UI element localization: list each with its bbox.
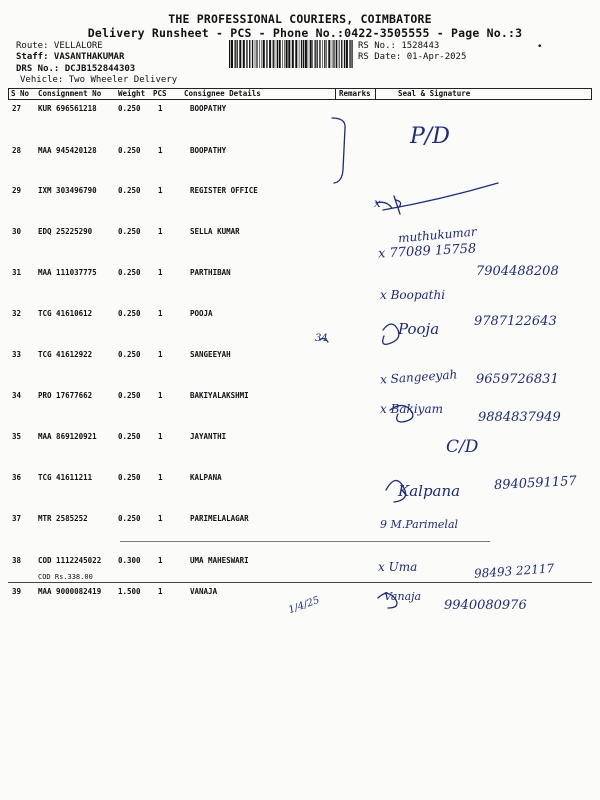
barcode-bar — [328, 40, 330, 68]
row-weight: 0.250 — [118, 146, 141, 155]
barcode-bar — [295, 40, 297, 68]
handwritten-signature: Pooja — [398, 320, 440, 338]
row-consignee: BOOPATHY — [190, 104, 227, 113]
row-consignment: COD 1112245022 — [38, 556, 102, 565]
barcode-bar — [229, 40, 230, 68]
row-weight: 0.250 — [118, 473, 141, 482]
row-pcs: 1 — [158, 432, 163, 441]
row-divider — [120, 541, 490, 542]
barcode-bar — [269, 40, 271, 68]
barcode-bar — [284, 40, 285, 68]
barcode-bar — [252, 40, 253, 68]
handwritten-phone: 7904488208 — [476, 264, 559, 279]
row-weight: 0.300 — [118, 556, 141, 565]
row-weight: 0.250 — [118, 514, 141, 523]
barcode-bar — [256, 40, 257, 68]
col-header-weight: Weight — [118, 89, 146, 98]
row-consignment: MAA 945420128 — [38, 146, 97, 155]
barcode-bar — [262, 40, 263, 68]
rs-date-label: RS Date: 01-Apr-2025 — [358, 52, 467, 62]
barcode-bar — [243, 40, 245, 68]
row-consignee: REGISTER OFFICE — [190, 186, 258, 195]
row-weight: 0.250 — [118, 309, 141, 318]
barcode-bar — [346, 40, 348, 68]
handwritten-signature: Vanaja — [384, 590, 422, 603]
handwritten-remark: 34 — [315, 333, 328, 344]
vehicle-label: Vehicle: Two Wheeler Delivery — [20, 75, 178, 85]
col-header-consignee: Consignee Details — [184, 89, 261, 98]
row-consignee: KALPANA — [190, 473, 222, 482]
barcode-bar — [334, 40, 335, 68]
row-weight: 0.250 — [118, 432, 141, 441]
col-divider — [8, 88, 9, 100]
company-title: THE PROFESSIONAL COURIERS, COIMBATORE — [168, 12, 432, 26]
handwritten-phone: 98493 22117 — [473, 561, 555, 581]
rs-no-label: RS No.: 1528443 — [358, 41, 440, 51]
handwritten-signature: x Uma — [378, 560, 418, 574]
row-pcs: 1 — [158, 473, 163, 482]
barcode-bar — [249, 40, 250, 68]
barcode-bar — [344, 40, 345, 68]
handwritten-signature: x Sangeeyah — [379, 367, 458, 387]
barcode-bar — [333, 40, 334, 68]
barcode-bar — [319, 40, 320, 68]
row-consignment: MAA 9000082419 — [38, 587, 102, 596]
barcode-bar — [255, 40, 256, 68]
barcode-bar — [246, 40, 247, 68]
handwritten-phone: 9659726831 — [476, 372, 559, 387]
row-sno: 31 — [12, 268, 22, 277]
barcode-bar — [266, 40, 267, 68]
barcode-bar — [279, 40, 281, 68]
barcode-image — [228, 40, 354, 68]
row-sno: 29 — [12, 186, 22, 195]
row-consignment: TCG 41612922 — [38, 350, 93, 359]
handwritten-signature: x Boopathi — [380, 288, 446, 302]
barcode-bar — [332, 40, 333, 68]
drs-label: DRS No.: DCJB152844303 — [16, 64, 136, 74]
row-sno: 33 — [12, 350, 22, 359]
row-weight: 1.500 — [118, 587, 141, 596]
col-header-remarks: Remarks — [339, 89, 371, 98]
barcode-bar — [282, 40, 283, 68]
row-sno: 32 — [12, 309, 22, 318]
row-sno: 27 — [12, 104, 22, 113]
handwritten-cd: C/D — [446, 437, 479, 457]
row-weight: 0.250 — [118, 350, 141, 359]
col-header-signature: Seal & Signature — [398, 89, 471, 98]
row-consignment: TCG 41610612 — [38, 309, 93, 318]
row-consignment: PRO 17677662 — [38, 391, 93, 400]
barcode-bar — [299, 40, 300, 68]
col-header-pcs: PCS — [153, 89, 167, 98]
barcode-bar — [315, 40, 316, 68]
col-divider — [375, 88, 376, 100]
barcode-bar — [324, 40, 325, 68]
row-consignee: VANAJA — [190, 587, 218, 596]
row-sno: 35 — [12, 432, 22, 441]
row-weight: 0.250 — [118, 186, 141, 195]
handwritten-phone: 8940591157 — [493, 473, 578, 494]
bracket-mark — [332, 118, 345, 183]
barcode-bar — [312, 40, 313, 68]
barcode-bar — [305, 40, 307, 68]
row-consignment: KUR 696561218 — [38, 104, 97, 113]
row-consignee: PARTHIBAN — [190, 268, 231, 277]
barcode-bar — [292, 40, 294, 68]
handwritten-phone: 9787122643 — [474, 314, 557, 329]
row-sno: 30 — [12, 227, 22, 236]
row-pcs: 1 — [158, 514, 163, 523]
row-sno: 39 — [12, 587, 22, 596]
barcode-bar — [310, 40, 312, 68]
staff-label: Staff: VASANTHAKUMAR — [16, 52, 125, 62]
row-pcs: 1 — [158, 587, 163, 596]
row-cod-amount: COD Rs.338.00 — [38, 573, 93, 581]
col-header-consignment: Consignment No — [38, 89, 102, 98]
handwritten-phone: 9940080976 — [444, 598, 527, 613]
handwritten-signature: x Bakiyam — [380, 402, 443, 416]
row-pcs: 1 — [158, 268, 163, 277]
mark-dot: • — [537, 42, 543, 52]
barcode-bar — [259, 40, 260, 68]
table-header-line — [8, 99, 592, 100]
handwritten-signature: 9 M.Parimelal — [380, 518, 459, 531]
barcode-bar — [301, 40, 302, 68]
row-consignee: SELLA KUMAR — [190, 227, 240, 236]
barcode-bar — [341, 40, 342, 68]
row-consignee: JAYANTHI — [190, 432, 227, 441]
row-pcs: 1 — [158, 556, 163, 565]
row-sno: 38 — [12, 556, 22, 565]
signature-squiggle — [383, 324, 399, 344]
row-consignment: IXM 303496790 — [38, 186, 97, 195]
row-consignee: BOOPATHY — [190, 146, 227, 155]
barcode-bar — [257, 40, 258, 68]
barcode-bar — [351, 40, 352, 68]
row-consignment: MAA 111037775 — [38, 268, 97, 277]
barcode-bar — [339, 40, 340, 68]
col-header-sno: S No — [11, 89, 30, 98]
row-consignment: MAA 869120921 — [38, 432, 97, 441]
row-weight: 0.250 — [118, 268, 141, 277]
handwritten-phone: x 77089 15758 — [377, 241, 477, 262]
barcode-bar — [239, 40, 241, 68]
row-pcs: 1 — [158, 309, 163, 318]
handwritten-signature: Kalpana — [398, 482, 461, 500]
row-sno: 36 — [12, 473, 22, 482]
row-pcs: 1 — [158, 104, 163, 113]
row-consignee: UMA MAHESWARI — [190, 556, 249, 565]
barcode-bar — [326, 40, 327, 68]
barcode-bar — [308, 40, 309, 68]
barcode-bar — [303, 40, 304, 68]
barcode-bar — [317, 40, 318, 68]
barcode-bar — [231, 40, 233, 68]
row-consignment: TCG 41611211 — [38, 473, 93, 482]
row-weight: 0.250 — [118, 104, 141, 113]
row-consignee: BAKIYALAKSHMI — [190, 391, 249, 400]
barcode-bar — [273, 40, 274, 68]
barcode-bar — [263, 40, 265, 68]
barcode-bar — [336, 40, 337, 68]
row-consignment: MTR 2585252 — [38, 514, 88, 523]
barcode-bar — [349, 40, 350, 68]
row-sno: 37 — [12, 514, 22, 523]
barcode-bar — [288, 40, 290, 68]
barcode-bar — [322, 40, 323, 68]
barcode-bar — [338, 40, 339, 68]
strike-line — [383, 183, 498, 210]
row-pcs: 1 — [158, 186, 163, 195]
col-divider — [335, 88, 336, 100]
handwritten-pd: P/D — [410, 124, 450, 149]
barcode-bar — [286, 40, 288, 68]
row-divider — [8, 582, 592, 583]
row-consignment: EDQ 25225290 — [38, 227, 93, 236]
row-consignee: PARIMELALAGAR — [190, 514, 249, 523]
row-pcs: 1 — [158, 227, 163, 236]
barcode-bar — [277, 40, 278, 68]
route-label: Route: VELLALORE — [16, 41, 103, 51]
row-pcs: 1 — [158, 391, 163, 400]
row-weight: 0.250 — [118, 391, 141, 400]
row-weight: 0.250 — [118, 227, 141, 236]
row-pcs: 1 — [158, 350, 163, 359]
handwritten-signature: muthukumar — [397, 224, 478, 246]
row-consignee: POOJA — [190, 309, 213, 318]
barcode-bar — [275, 40, 276, 68]
handwritten-phone: 9884837949 — [478, 410, 561, 425]
runsheet-subtitle: Delivery Runsheet - PCS - Phone No.:0422-3505555 - Page No.:3 — [87, 26, 523, 40]
barcode-bar — [235, 40, 236, 68]
row-pcs: 1 — [158, 146, 163, 155]
barcode-bar — [237, 40, 238, 68]
row-sno: 34 — [12, 391, 22, 400]
row-consignee: SANGEEYAH — [190, 350, 231, 359]
col-divider — [591, 88, 592, 100]
handwritten-remark: 1/4/25 — [287, 594, 322, 617]
handwritten-mark: x — [374, 196, 381, 210]
row-sno: 28 — [12, 146, 22, 155]
